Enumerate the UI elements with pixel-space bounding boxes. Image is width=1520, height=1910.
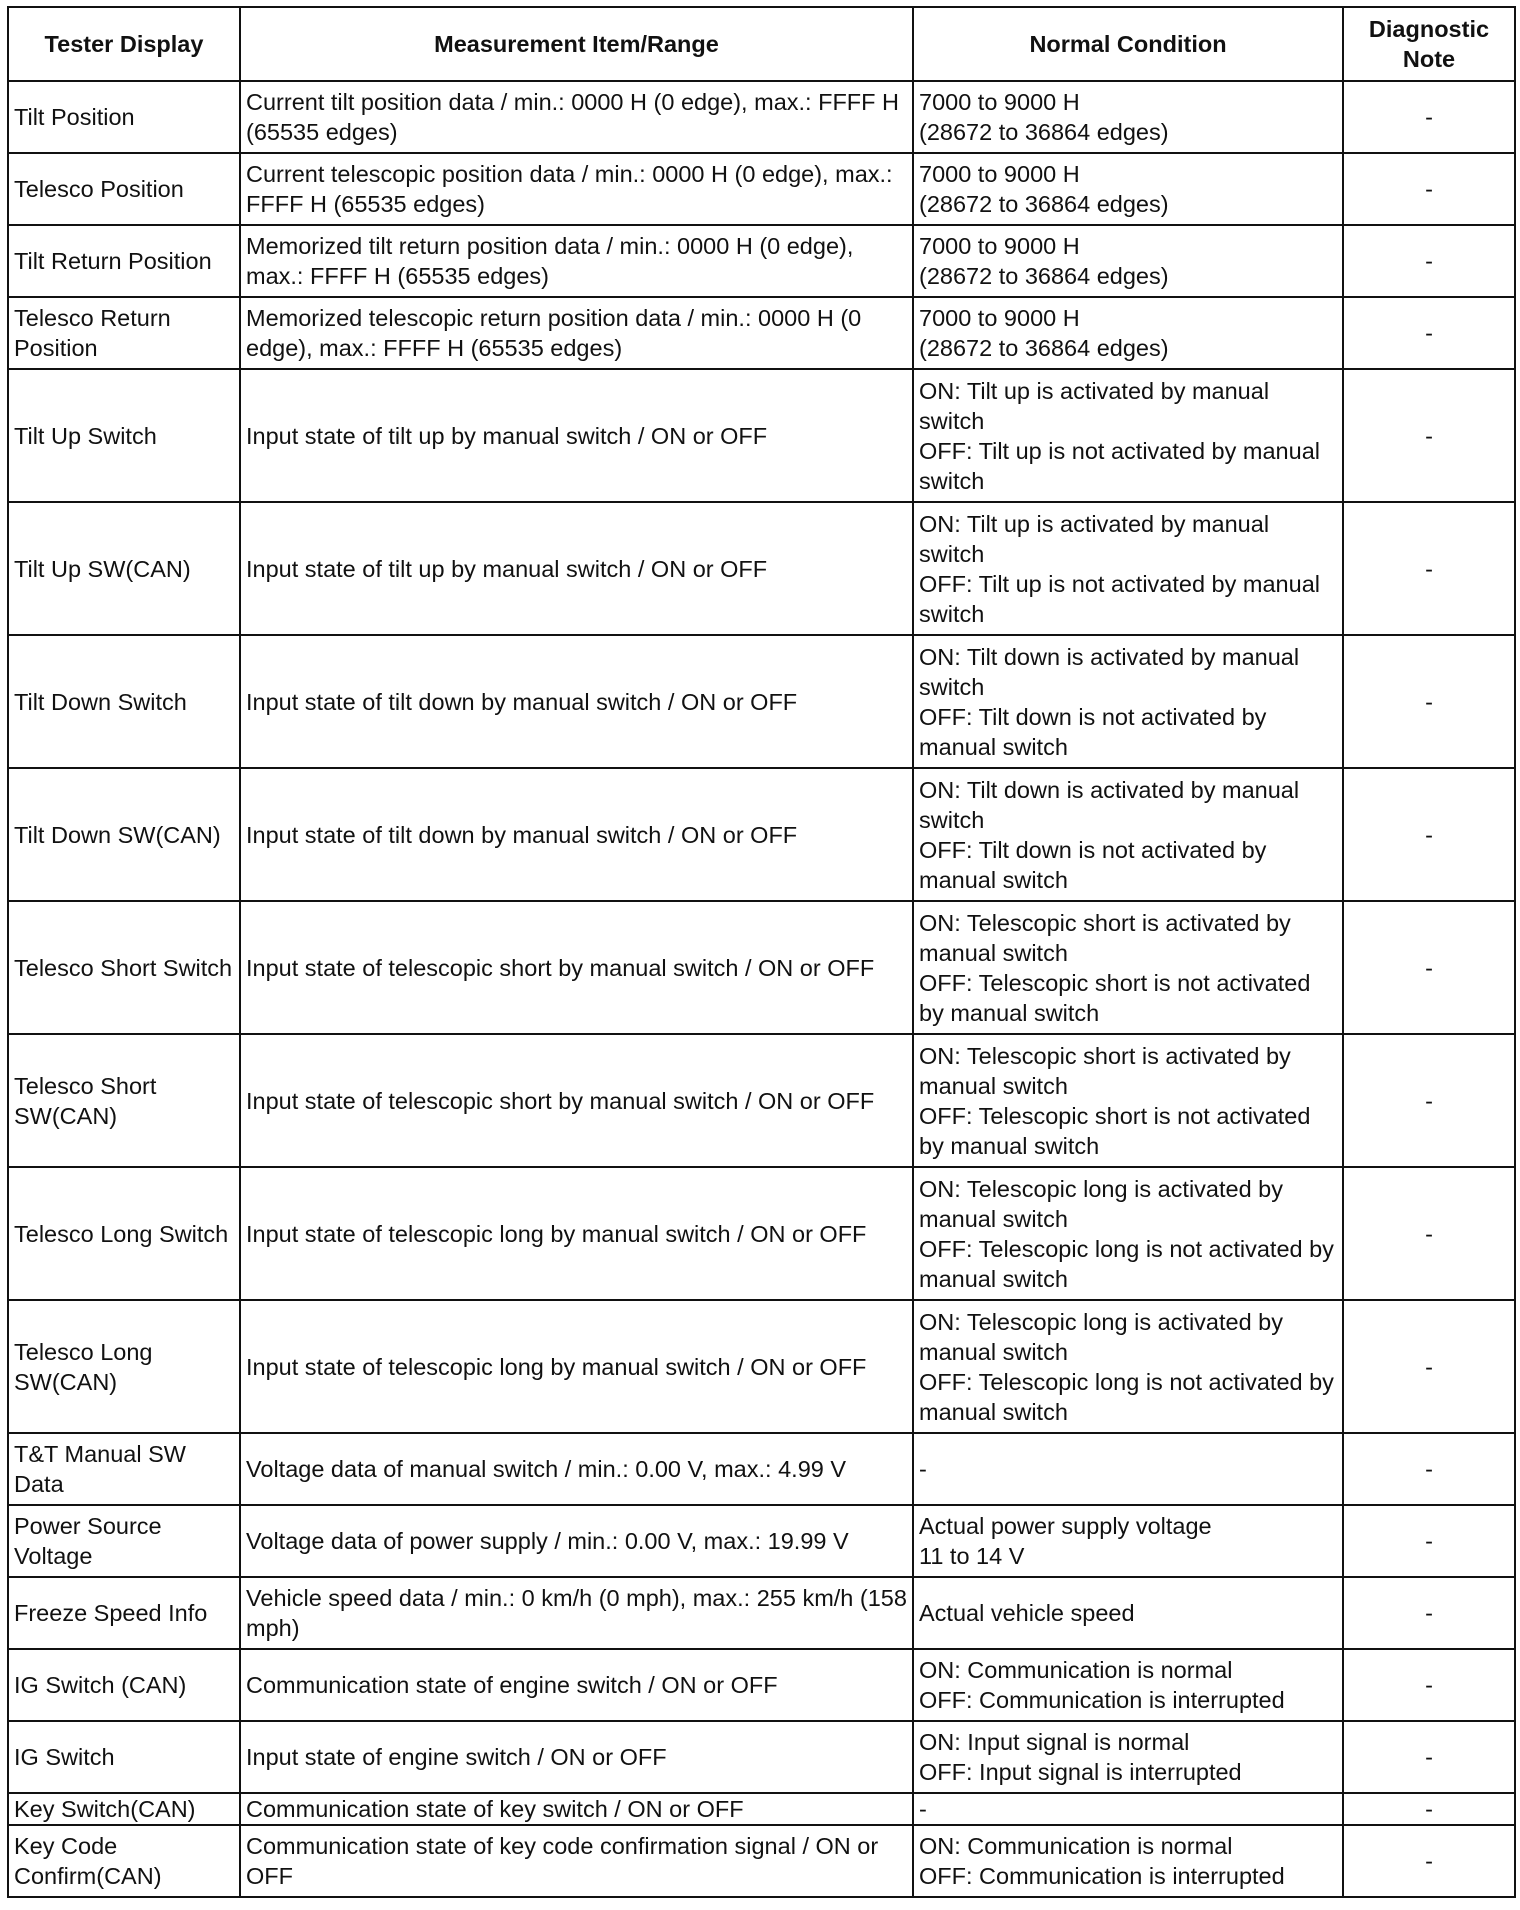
tester-display-cell: IG Switch xyxy=(8,1721,240,1793)
table-row xyxy=(8,153,1515,225)
measurement-range-cell: Communication state of engine switch / ON or OFF xyxy=(240,1649,913,1721)
tester-display-cell: Tilt Up SW(CAN) xyxy=(8,502,240,635)
measurement-range-cell: Memorized tilt return position data / min.: 0000 H (0 edge), max.: FFFF H (65535 edges) xyxy=(240,225,913,297)
normal-condition-cell: - xyxy=(913,1433,1343,1505)
diagnostic-note-cell: - xyxy=(1343,1825,1515,1897)
table-row xyxy=(8,768,1515,901)
normal-condition-cell: ON: Communication is normal OFF: Communication is interrupted xyxy=(913,1649,1343,1721)
diagnostic-note-cell: - xyxy=(1343,81,1515,153)
measurement-range-cell: Input state of tilt down by manual switch / ON or OFF xyxy=(240,635,913,768)
tester-display-cell: Telesco Return Position xyxy=(8,297,240,369)
tester-display-cell: IG Switch (CAN) xyxy=(8,1649,240,1721)
header-normal-condition: Normal Condition xyxy=(913,7,1343,81)
normal-condition-cell: ON: Communication is normal OFF: Communication is interrupted xyxy=(913,1825,1343,1897)
table-row xyxy=(8,1721,1515,1793)
diagnostic-note-cell: - xyxy=(1343,1793,1515,1825)
normal-condition-cell: ON: Telescopic long is activated by manual switch OFF: Telescopic long is not activated by manual switch xyxy=(913,1300,1343,1433)
table-row xyxy=(8,81,1515,153)
data-list-table xyxy=(7,6,1516,1898)
measurement-range-cell: Memorized telescopic return position data / min.: 0000 H (0 edge), max.: FFFF H (65535 edges) xyxy=(240,297,913,369)
diagnostic-note-cell: - xyxy=(1343,502,1515,635)
table-row xyxy=(8,1793,1515,1825)
measurement-range-cell: Input state of telescopic short by manual switch / ON or OFF xyxy=(240,901,913,1034)
tester-display-cell: Power Source Voltage xyxy=(8,1505,240,1577)
normal-condition-cell: ON: Tilt up is activated by manual switch OFF: Tilt up is not activated by manual switch xyxy=(913,502,1343,635)
tester-display-cell: Tilt Return Position xyxy=(8,225,240,297)
data-list-sheet xyxy=(7,6,1514,1898)
table-row xyxy=(8,1167,1515,1300)
tester-display-cell: Tilt Up Switch xyxy=(8,369,240,502)
normal-condition-cell: Actual vehicle speed xyxy=(913,1577,1343,1649)
diagnostic-note-cell: - xyxy=(1343,635,1515,768)
normal-condition-cell: - xyxy=(913,1793,1343,1825)
header-tester-display: Tester Display xyxy=(8,7,240,81)
diagnostic-note-cell: - xyxy=(1343,1433,1515,1505)
normal-condition-cell: 7000 to 9000 H (28672 to 36864 edges) xyxy=(913,297,1343,369)
diagnostic-note-cell: - xyxy=(1343,1505,1515,1577)
table-row xyxy=(8,502,1515,635)
normal-condition-cell: ON: Tilt down is activated by manual switch OFF: Tilt down is not activated by manual switch xyxy=(913,768,1343,901)
measurement-range-cell: Vehicle speed data / min.: 0 km/h (0 mph), max.: 255 km/h (158 mph) xyxy=(240,1577,913,1649)
diagnostic-note-cell: - xyxy=(1343,1577,1515,1649)
measurement-range-cell: Input state of tilt down by manual switch / ON or OFF xyxy=(240,768,913,901)
measurement-range-cell: Input state of telescopic short by manual switch / ON or OFF xyxy=(240,1034,913,1167)
measurement-range-cell: Voltage data of power supply / min.: 0.00 V, max.: 19.99 V xyxy=(240,1505,913,1577)
diagnostic-note-cell: - xyxy=(1343,1167,1515,1300)
measurement-range-cell: Voltage data of manual switch / min.: 0.00 V, max.: 4.99 V xyxy=(240,1433,913,1505)
table-row xyxy=(8,1577,1515,1649)
tester-display-cell: Telesco Short Switch xyxy=(8,901,240,1034)
diagnostic-note-cell: - xyxy=(1343,369,1515,502)
table-row xyxy=(8,1034,1515,1167)
table-header-row xyxy=(8,7,1515,81)
normal-condition-cell: ON: Telescopic short is activated by manual switch OFF: Telescopic short is not activated by manual switch xyxy=(913,901,1343,1034)
table-row xyxy=(8,635,1515,768)
diagnostic-note-cell: - xyxy=(1343,768,1515,901)
table-row xyxy=(8,1825,1515,1897)
tester-display-cell: Telesco Position xyxy=(8,153,240,225)
measurement-range-cell: Input state of telescopic long by manual switch / ON or OFF xyxy=(240,1167,913,1300)
diagnostic-note-cell: - xyxy=(1343,901,1515,1034)
tester-display-cell: Tilt Down SW(CAN) xyxy=(8,768,240,901)
table-row xyxy=(8,297,1515,369)
table-row xyxy=(8,1649,1515,1721)
normal-condition-cell: ON: Telescopic short is activated by manual switch OFF: Telescopic short is not activated by manual switch xyxy=(913,1034,1343,1167)
measurement-range-cell: Input state of telescopic long by manual switch / ON or OFF xyxy=(240,1300,913,1433)
tester-display-cell: Telesco Long Switch xyxy=(8,1167,240,1300)
diagnostic-note-cell: - xyxy=(1343,1300,1515,1433)
normal-condition-cell: 7000 to 9000 H (28672 to 36864 edges) xyxy=(913,153,1343,225)
tester-display-cell: Telesco Short SW(CAN) xyxy=(8,1034,240,1167)
normal-condition-cell: ON: Telescopic long is activated by manual switch OFF: Telescopic long is not activated by manual switch xyxy=(913,1167,1343,1300)
tester-display-cell: Tilt Down Switch xyxy=(8,635,240,768)
diagnostic-note-cell: - xyxy=(1343,225,1515,297)
tester-display-cell: Tilt Position xyxy=(8,81,240,153)
tester-display-cell: Freeze Speed Info xyxy=(8,1577,240,1649)
diagnostic-note-cell: - xyxy=(1343,1649,1515,1721)
table-row xyxy=(8,225,1515,297)
tester-display-cell: Key Code Confirm(CAN) xyxy=(8,1825,240,1897)
table-row xyxy=(8,901,1515,1034)
tester-display-cell: Key Switch(CAN) xyxy=(8,1793,240,1825)
normal-condition-cell: ON: Tilt down is activated by manual switch OFF: Tilt down is not activated by manual switch xyxy=(913,635,1343,768)
measurement-range-cell: Input state of tilt up by manual switch / ON or OFF xyxy=(240,502,913,635)
measurement-range-cell: Input state of tilt up by manual switch / ON or OFF xyxy=(240,369,913,502)
diagnostic-note-cell: - xyxy=(1343,1721,1515,1793)
normal-condition-cell: 7000 to 9000 H (28672 to 36864 edges) xyxy=(913,225,1343,297)
measurement-range-cell: Communication state of key code confirmation signal / ON or OFF xyxy=(240,1825,913,1897)
tester-display-cell: T&T Manual SW Data xyxy=(8,1433,240,1505)
tester-display-cell: Telesco Long SW(CAN) xyxy=(8,1300,240,1433)
table-row xyxy=(8,1300,1515,1433)
diagnostic-note-cell: - xyxy=(1343,1034,1515,1167)
header-measurement-item-range: Measurement Item/Range xyxy=(240,7,913,81)
normal-condition-cell: 7000 to 9000 H (28672 to 36864 edges) xyxy=(913,81,1343,153)
normal-condition-cell: ON: Input signal is normal OFF: Input signal is interrupted xyxy=(913,1721,1343,1793)
diagnostic-note-cell: - xyxy=(1343,153,1515,225)
normal-condition-cell: ON: Tilt up is activated by manual switch OFF: Tilt up is not activated by manual switch xyxy=(913,369,1343,502)
normal-condition-cell: Actual power supply voltage 11 to 14 V xyxy=(913,1505,1343,1577)
header-diagnostic-note: Diagnostic Note xyxy=(1343,7,1515,81)
measurement-range-cell: Current telescopic position data / min.: 0000 H (0 edge), max.: FFFF H (65535 edges) xyxy=(240,153,913,225)
measurement-range-cell: Current tilt position data / min.: 0000 H (0 edge), max.: FFFF H (65535 edges) xyxy=(240,81,913,153)
table-row xyxy=(8,1433,1515,1505)
measurement-range-cell: Communication state of key switch / ON or OFF xyxy=(240,1793,913,1825)
diagnostic-note-cell: - xyxy=(1343,297,1515,369)
table-row xyxy=(8,369,1515,502)
table-row xyxy=(8,1505,1515,1577)
measurement-range-cell: Input state of engine switch / ON or OFF xyxy=(240,1721,913,1793)
